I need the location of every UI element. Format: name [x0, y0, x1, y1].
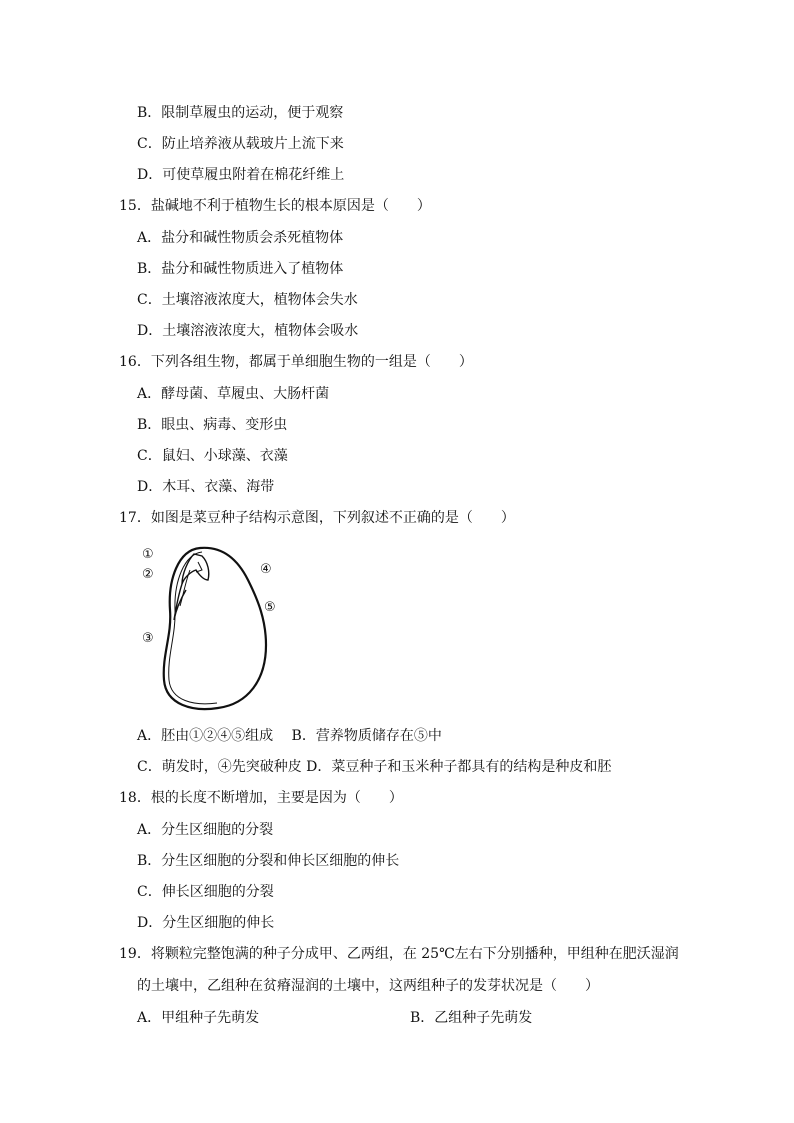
question-16-stem: 16．下列各组生物，都属于单细胞生物的一组是（ ）	[119, 354, 473, 370]
question-15-option-a: A．盐分和碱性物质会杀死植物体	[137, 230, 344, 246]
question-17-options-ab: A．胚由①②④⑤组成 B．营养物质储存在⑤中	[137, 728, 442, 744]
question-19-stem-line1: 19．将颗粒完整饱满的种子分成甲、乙两组，在 25℃左右下分别播种，甲组种在肥沃湿润	[119, 946, 679, 962]
question-18-option-a: A．分生区细胞的分裂	[137, 822, 274, 838]
prev-option-b: B．限制草履虫的运动，便于观察	[137, 105, 344, 121]
question-19-option-b: B．乙组种子先萌发	[410, 1010, 533, 1026]
hypocotyl-line	[180, 570, 190, 606]
question-16-option-d: D．木耳、衣藻、海带	[137, 479, 275, 495]
question-19-option-a: A．甲组种子先萌发	[137, 1010, 260, 1026]
question-17-options-cd: C．萌发时，④先突破种皮 D．菜豆种子和玉米种子都具有的结构是种皮和胚	[137, 759, 612, 775]
label-1: ①	[142, 547, 154, 562]
label-5: ⑤	[264, 600, 276, 615]
question-18-option-d: D．分生区细胞的伸长	[137, 915, 275, 931]
prev-option-d: D．可使草履虫附着在棉花纤维上	[137, 167, 345, 183]
question-18-stem: 18．根的长度不断增加，主要是因为（ ）	[119, 790, 403, 806]
label-3: ③	[142, 631, 154, 646]
question-16-option-b: B．眼虫、病毒、变形虫	[137, 417, 288, 433]
question-15-option-b: B．盐分和碱性物质进入了植物体	[137, 261, 344, 277]
question-19-stem-line2: 的土壤中，乙组种在贫瘠湿润的土壤中，这两组种子的发芽状况是（ ）	[137, 978, 599, 994]
label-2: ②	[142, 567, 154, 582]
question-15-option-c: C．土壤溶液浓度大，植物体会失水	[137, 292, 358, 308]
plumule-shape	[182, 554, 209, 584]
seed-coat-inner	[169, 552, 217, 704]
bean-seed-svg	[138, 540, 288, 715]
prev-option-c: C．防止培养液从载玻片上流下来	[137, 136, 344, 152]
question-18-option-c: C．伸长区细胞的分裂	[137, 884, 274, 900]
label-4: ④	[260, 562, 272, 577]
seed-coat-outline	[164, 548, 266, 709]
question-17-stem: 17．如图是菜豆种子结构示意图，下列叙述不正确的是（ ）	[119, 510, 515, 526]
question-15-option-d: D．土壤溶液浓度大，植物体会吸水	[137, 323, 359, 339]
question-18-option-b: B．分生区细胞的分裂和伸长区细胞的伸长	[137, 853, 400, 869]
question-16-option-a: A．酵母菌、草履虫、大肠杆菌	[137, 386, 330, 402]
bean-seed-diagram	[138, 540, 288, 715]
question-16-option-c: C．鼠妇、小球藻、衣藻	[137, 448, 288, 464]
question-15-stem: 15．盐碱地不利于植物生长的根本原因是（ ）	[119, 198, 431, 214]
